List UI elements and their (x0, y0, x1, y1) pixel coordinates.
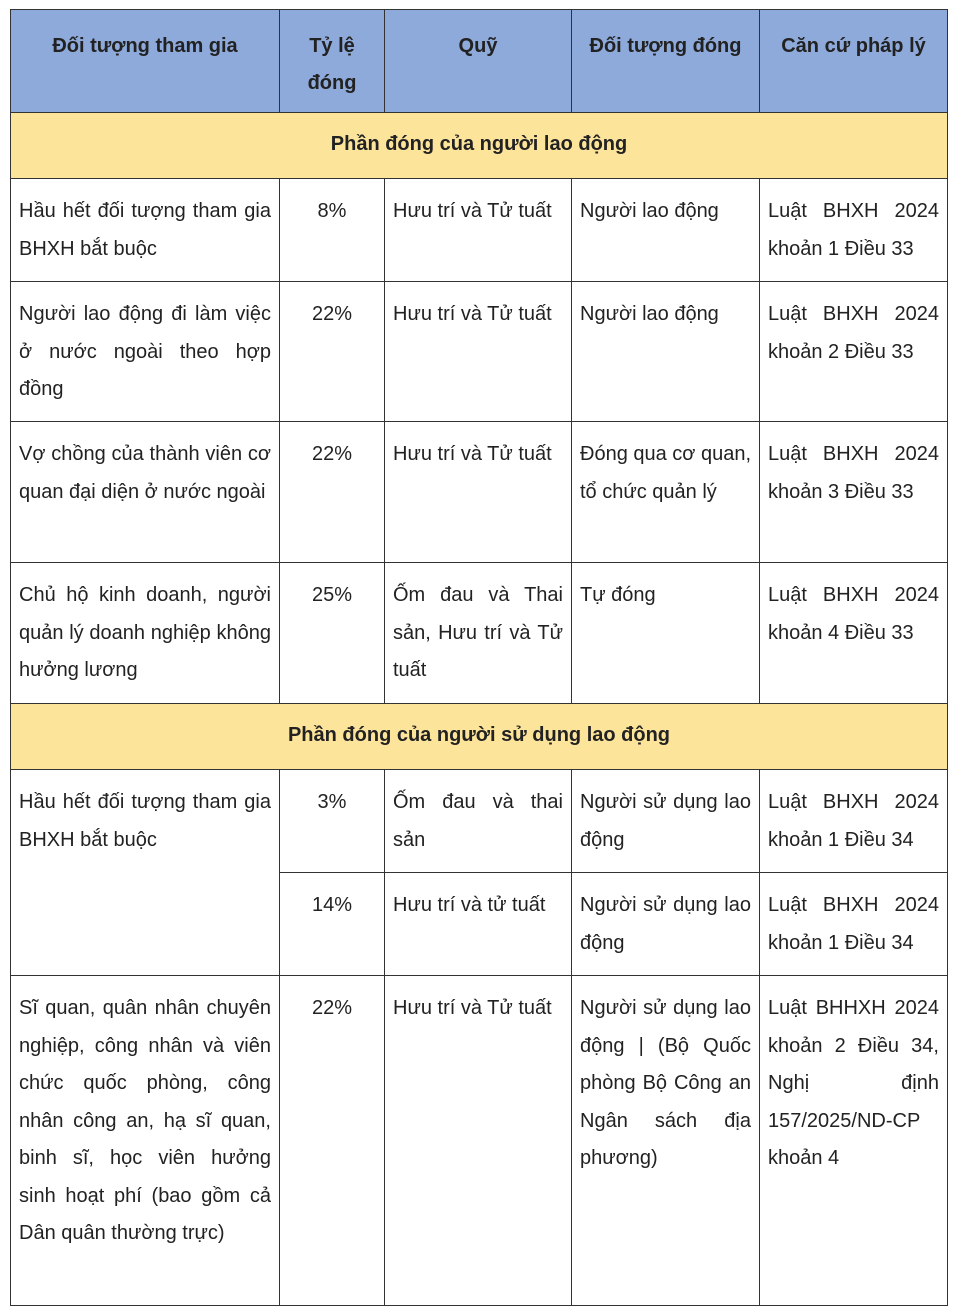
cell-payer: Người sử dụng lao động | (Bộ Quốc phòng Bộ Công an Ngân sách địa phương) (572, 976, 760, 1306)
table-row (11, 976, 948, 1306)
cell-legal: Luật BHXH 2024 khoản 1 Điều 33 (760, 179, 948, 282)
cell-fund: Hưu trí và Tử tuất (385, 976, 572, 1306)
table-row (11, 422, 948, 563)
header-legal: Căn cứ pháp lý (760, 10, 948, 113)
header-row (11, 10, 948, 113)
cell-payer: Người sử dụng lao động (572, 770, 760, 873)
cell-legal: Luật BHXH 2024 khoản 4 Điều 33 (760, 563, 948, 704)
cell-legal: Luật BHHXH 2024 khoản 2 Điều 34, Nghị định 157/2025/ND-CP khoản 4 (760, 976, 948, 1306)
cell-target: Người lao động đi làm việc ở nước ngoài theo hợp đồng (11, 282, 280, 422)
cell-rate: 14% (280, 873, 385, 976)
cell-rate: 22% (280, 976, 385, 1306)
cell-target: Hầu hết đối tượng tham gia BHXH bắt buộc (11, 179, 280, 282)
cell-target: Vợ chồng của thành viên cơ quan đại diện ở nước ngoài (11, 422, 280, 563)
section-row-employer (11, 704, 948, 770)
cell-fund: Hưu trí và tử tuất (385, 873, 572, 976)
cell-legal: Luật BHXH 2024 khoản 2 Điều 33 (760, 282, 948, 422)
cell-rate: 22% (280, 282, 385, 422)
cell-payer: Tự đóng (572, 563, 760, 704)
section-title-employee: Phần đóng của người lao động (11, 113, 948, 179)
cell-target: Sĩ quan, quân nhân chuyên nghiệp, công nhân và viên chức quốc phòng, công nhân công an, hạ sĩ quan, binh sĩ, học viên hưởng sinh hoạt phí (bao gồm cả Dân quân thường trực) (11, 976, 280, 1306)
cell-payer: Đóng qua cơ quan, tổ chức quản lý (572, 422, 760, 563)
section-title-employer: Phần đóng của người sử dụng lao động (11, 704, 948, 770)
table-row (11, 179, 948, 282)
cell-fund: Hưu trí và Tử tuất (385, 422, 572, 563)
cell-target: Hầu hết đối tượng tham gia BHXH bắt buộc (11, 770, 280, 976)
cell-rate: 8% (280, 179, 385, 282)
header-target: Đối tượng tham gia (11, 10, 280, 113)
cell-fund: Hưu trí và Tử tuất (385, 179, 572, 282)
cell-legal: Luật BHXH 2024 khoản 1 Điều 34 (760, 873, 948, 976)
social-insurance-table (10, 9, 948, 1306)
header-payer: Đối tượng đóng (572, 10, 760, 113)
cell-target: Chủ hộ kinh doanh, người quản lý doanh nghiệp không hưởng lương (11, 563, 280, 704)
section-row-employee (11, 113, 948, 179)
cell-payer: Người lao động (572, 282, 760, 422)
table-row (11, 282, 948, 422)
cell-rate: 22% (280, 422, 385, 563)
cell-rate: 3% (280, 770, 385, 873)
cell-fund: Ốm đau và Thai sản, Hưu trí và Tử tuất (385, 563, 572, 704)
table-row (11, 563, 948, 704)
cell-legal: Luật BHXH 2024 khoản 1 Điều 34 (760, 770, 948, 873)
cell-fund: Hưu trí và Tử tuất (385, 282, 572, 422)
cell-legal: Luật BHXH 2024 khoản 3 Điều 33 (760, 422, 948, 563)
cell-fund: Ốm đau và thai sản (385, 770, 572, 873)
header-fund: Quỹ (385, 10, 572, 113)
header-rate: Tỷ lệ đóng (280, 10, 385, 113)
cell-payer: Người lao động (572, 179, 760, 282)
cell-payer: Người sử dụng lao động (572, 873, 760, 976)
table-row (11, 770, 948, 873)
cell-rate: 25% (280, 563, 385, 704)
